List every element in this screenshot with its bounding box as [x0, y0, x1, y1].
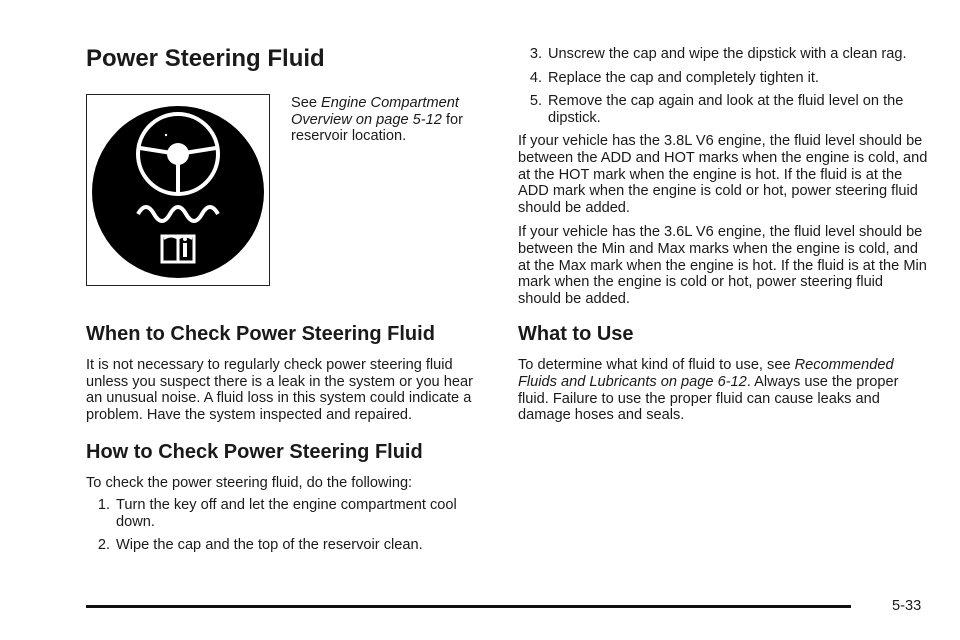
list-item: 3. Unscrew the cap and wipe the dipstick with a clean rag. [529, 46, 907, 62]
what-to-use-body: To determine what kind of fluid to use, see Recommended Fluids and Lubricants on page 6-12. Always use the proper fluid. Failure to use the proper fluid can cause leaks and damage hoses and seals. [518, 357, 899, 424]
reservoir-location-reference: See Engine Compartment Overview on page 5-12 for reservoir location. [291, 95, 463, 145]
page-title: Power Steering Fluid [86, 45, 325, 72]
recommended-fluids-link[interactable]: Recommended Fluids and Lubricants on page 6-12 [518, 357, 894, 390]
footer-rule [86, 605, 851, 608]
power-steering-fluid-icon [90, 98, 266, 282]
v6-38-fluid-level-paragraph: If your vehicle has the 3.8L V6 engine, the fluid level should be between the ADD and HOT marks when the engine is cold, and at the HOT mark when the engine is hot. If the fluid is at the ADD mark when the engine is cold or hot, power steering fluid should be added. [518, 133, 928, 216]
steps-list-right [518, 46, 928, 126]
right-column [518, 46, 928, 424]
figure-row [86, 94, 490, 304]
how-to-check-intro: To check the power steering fluid, do the following: [86, 475, 413, 492]
steps-list-left [86, 497, 490, 554]
left-column [86, 44, 490, 561]
when-to-check-body: It is not necessary to regularly check power steering fluid unless you suspect there is a leak in the system or you hear an unusual noise. A fluid loss in this system could indicate a problem. Have the system inspected and repaired. [86, 357, 473, 423]
list-item: 1. Turn the key off and let the engine compartment cool down. [97, 496, 457, 530]
v6-36-fluid-level-paragraph: If your vehicle has the 3.6L V6 engine, the fluid level should be between the Min and Max marks when the engine is cold, and at the Max mark when the engine is hot. If the fluid is at the Min mark when the engine is cold or hot, power steering fluid should be added. [518, 224, 927, 307]
how-to-check-heading: How to Check Power Steering Fluid [86, 441, 423, 464]
page-number: 5-33 [892, 598, 922, 614]
list-item: 5. Remove the cap again and look at the fluid level on the dipstick. [529, 93, 904, 126]
power-steering-symbol-figure [86, 94, 270, 286]
when-to-check-heading: When to Check Power Steering Fluid [86, 323, 435, 345]
list-item: 4. Replace the cap and completely tighten it. [529, 69, 819, 86]
what-to-use-heading: What to Use [518, 323, 634, 346]
engine-compartment-link[interactable]: Engine Compartment Overview on page 5-12 [291, 95, 459, 128]
list-item: 2. Wipe the cap and the top of the reservoir clean. [97, 537, 423, 554]
